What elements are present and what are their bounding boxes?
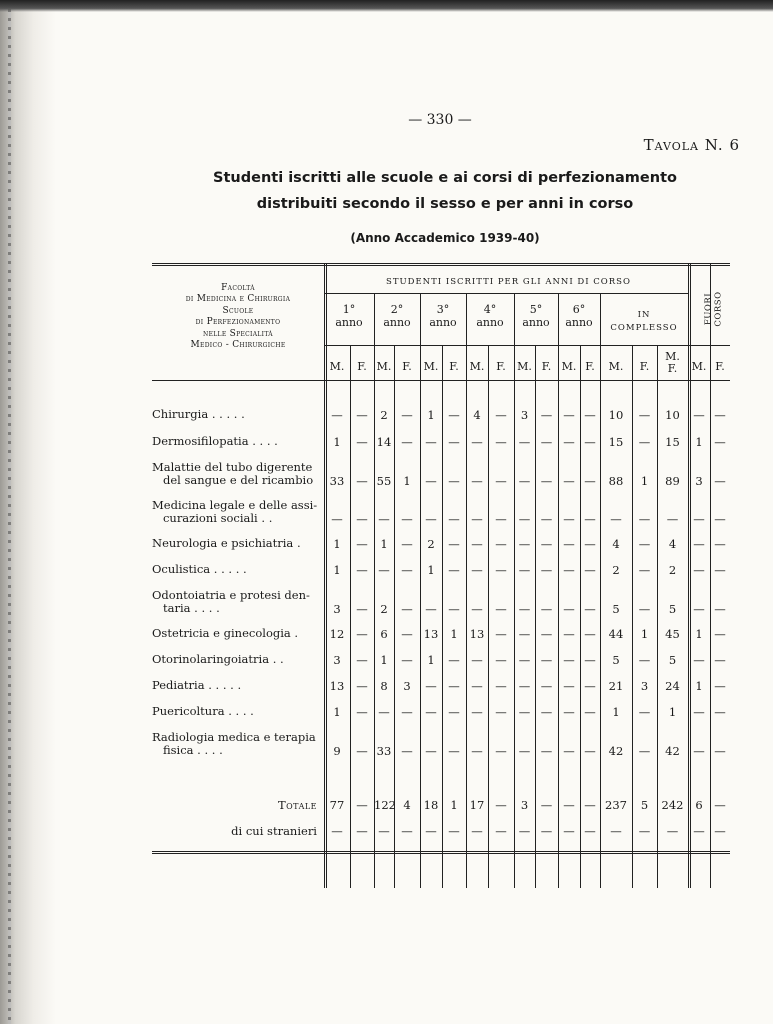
title-line-2: distribuiti secondo il sesso e per anni in corso: [256, 196, 634, 212]
header-sub-16: M.: [691, 360, 707, 373]
table-cell: —: [471, 563, 483, 577]
table-cell: —: [518, 563, 531, 577]
table-cell: —: [540, 512, 553, 526]
total-row-cell: —: [714, 798, 726, 812]
table-cell: —: [518, 627, 531, 641]
table-cell: 3: [333, 602, 341, 616]
table-cell: —: [540, 679, 553, 693]
total-row-cell: 18: [423, 798, 439, 812]
table-cell: 1: [427, 408, 435, 422]
table-cell: —: [584, 563, 596, 577]
total-row-cell: 237: [605, 798, 627, 812]
total-row-cell: —: [563, 798, 575, 812]
header-sub-8: F.: [496, 360, 506, 373]
row-label: Oculistica . . . . .: [152, 562, 247, 576]
header-fuori-corso: [700, 267, 728, 351]
foreign-row-cell: —: [518, 824, 531, 838]
table-cell: 42: [665, 744, 680, 758]
table-cell: —: [401, 705, 413, 719]
table-cell: 12: [329, 627, 345, 641]
table-cell: —: [584, 512, 596, 526]
header-sub-11: M.: [561, 360, 577, 373]
table-cell: —: [356, 563, 368, 577]
table-cell: —: [518, 679, 531, 693]
table-cell: —: [563, 653, 575, 667]
table-cell: —: [563, 474, 575, 488]
table-cell: —: [714, 744, 726, 758]
table-cell: —: [401, 512, 413, 526]
table-cell: 15: [665, 435, 680, 449]
table-cell: —: [495, 408, 507, 422]
header-sub-10: F.: [541, 360, 552, 373]
table-cell: 8: [380, 679, 388, 693]
table-cell: —: [693, 653, 705, 667]
table-cell: 1: [640, 627, 649, 641]
header-main: STUDENTI ISCRITTI PER GLI ANNI DI CORSO: [386, 277, 631, 287]
table-cell: —: [638, 705, 651, 719]
foreign-row-cell: —: [378, 824, 390, 838]
table-cell: —: [693, 705, 705, 719]
total-row-cell: —: [495, 798, 507, 812]
total-row-cell: 5: [640, 798, 649, 812]
total-row-cell: —: [540, 798, 553, 812]
table-cell: —: [584, 602, 596, 616]
table-cell: 2: [380, 408, 388, 422]
total-row-cell: 6: [695, 798, 703, 812]
table-cell: —: [584, 474, 596, 488]
table-cell: 2: [612, 563, 620, 577]
table-cell: 1: [612, 705, 620, 719]
table-cell: 1: [333, 435, 341, 449]
table-cell: —: [540, 537, 553, 551]
table-label: Tavola N. 6: [643, 136, 740, 154]
table-cell: —: [584, 653, 596, 667]
table-cell: —: [448, 435, 460, 449]
table-cell: —: [584, 435, 596, 449]
table-cell: 1: [333, 705, 341, 719]
table-cell: —: [518, 602, 531, 616]
table-cell: —: [448, 408, 460, 422]
row-label: Otorinolaringoiatria . .: [152, 652, 284, 666]
foreign-row-cell: —: [425, 824, 437, 838]
table-cell: —: [448, 512, 460, 526]
table-cell: —: [448, 744, 460, 758]
header-year-1: 1° anno: [335, 303, 363, 329]
table-cell: —: [563, 705, 575, 719]
table-cell: —: [495, 627, 507, 641]
table-cell: —: [518, 512, 531, 526]
table-cell: —: [518, 744, 531, 758]
rule-under-mf: [152, 380, 730, 381]
header-stub-line: Medico - Chirurgiche: [190, 340, 286, 351]
table-cell: —: [401, 563, 413, 577]
table-cell: —: [448, 537, 460, 551]
header-fuori-corso-text: FUORI CORSO: [704, 291, 725, 327]
table-cell: —: [495, 435, 507, 449]
table-cell: 42: [608, 744, 624, 758]
table-cell: —: [666, 512, 679, 526]
header-sub-4: F.: [402, 360, 412, 373]
row-label: Pediatria . . . . .: [152, 678, 242, 692]
rule-under-year-header: [324, 345, 730, 346]
foreign-row-cell: —: [693, 824, 705, 838]
table-cell: 3: [640, 679, 649, 693]
header-stub-line: nelle Specialità: [203, 328, 273, 339]
rule-bottom: [152, 851, 730, 854]
header-stub-line: Scuole: [222, 305, 254, 316]
table-cell: —: [356, 705, 368, 719]
table-cell: —: [448, 705, 460, 719]
table-cell: —: [471, 744, 483, 758]
table-cell: —: [401, 537, 413, 551]
table-cell: 1: [333, 563, 341, 577]
table-cell: —: [425, 602, 437, 616]
table-cell: —: [714, 537, 726, 551]
foreign-row-cell: —: [401, 824, 413, 838]
table-cell: —: [714, 474, 726, 488]
table-cell: 5: [668, 602, 677, 616]
table-cell: —: [714, 512, 726, 526]
foreign-row-cell: —: [495, 824, 507, 838]
table-cell: —: [471, 602, 483, 616]
table-cell: —: [401, 627, 413, 641]
header-sub-6: F.: [449, 360, 459, 373]
table-cell: —: [518, 705, 531, 719]
header-stub: [152, 283, 324, 351]
table-cell: —: [425, 474, 437, 488]
table-cell: —: [448, 474, 460, 488]
table-cell: —: [714, 627, 726, 641]
table-cell: —: [610, 512, 622, 526]
table-cell: 5: [612, 602, 620, 616]
table-cell: —: [356, 679, 368, 693]
table-cell: —: [638, 537, 651, 551]
header-sub-5: M.: [423, 360, 439, 373]
table-cell: —: [540, 627, 553, 641]
table-cell: —: [518, 537, 531, 551]
table-cell: —: [495, 474, 507, 488]
table-cell: 5: [668, 653, 677, 667]
table-cell: 33: [329, 474, 345, 488]
header-stub-line: di Perfezionamento: [195, 317, 281, 328]
table-cell: —: [356, 474, 368, 488]
data-table: [152, 263, 730, 888]
row-label: Medicina legale e delle assi- curazioni sociali . .: [152, 498, 318, 525]
table-cell: —: [714, 563, 726, 577]
table-cell: 6: [380, 627, 388, 641]
table-cell: 3: [333, 653, 341, 667]
header-year-5: 5° anno: [522, 303, 550, 329]
table-cell: —: [693, 744, 705, 758]
table-cell: —: [495, 602, 507, 616]
table-cell: —: [356, 744, 368, 758]
table-cell: —: [584, 537, 596, 551]
table-cell: —: [495, 744, 507, 758]
header-sub-3: M.: [376, 360, 392, 373]
total-row-cell: 122: [374, 798, 396, 812]
table-cell: 13: [469, 627, 485, 641]
table-cell: 1: [695, 435, 703, 449]
table-cell: —: [471, 653, 483, 667]
table-cell: —: [471, 474, 483, 488]
table-cell: —: [378, 705, 390, 719]
header-stub-line: di Medicina e Chirurgia: [185, 294, 291, 305]
row-label: Neurologia e psichiatria .: [152, 536, 301, 550]
table-cell: —: [540, 474, 553, 488]
table-cell: —: [471, 679, 483, 693]
table-cell: 3: [403, 679, 411, 693]
table-cell: —: [584, 705, 596, 719]
table-cell: —: [714, 653, 726, 667]
table-cell: —: [638, 602, 651, 616]
total-row-cell: 17: [469, 798, 485, 812]
table-cell: —: [540, 705, 553, 719]
total-row-cell: 3: [520, 798, 529, 812]
table-cell: —: [563, 435, 575, 449]
page-number: — 330 —: [408, 112, 472, 128]
table-cell: —: [584, 744, 596, 758]
table-cell: —: [425, 679, 437, 693]
scan-top-band: [0, 0, 773, 12]
table-cell: 1: [380, 537, 388, 551]
foreign-row-cell: —: [471, 824, 483, 838]
table-cell: —: [401, 435, 413, 449]
table-cell: —: [401, 744, 413, 758]
table-cell: —: [563, 512, 575, 526]
table-cell: —: [540, 408, 553, 422]
table-cell: —: [495, 512, 507, 526]
table-cell: —: [356, 653, 368, 667]
table-cell: —: [518, 653, 531, 667]
table-cell: —: [540, 653, 553, 667]
table-cell: —: [448, 679, 460, 693]
header-sub-9: M.: [517, 360, 532, 373]
table-cell: —: [495, 537, 507, 551]
foreign-row-cell: —: [610, 824, 622, 838]
table-cell: —: [693, 408, 705, 422]
table-cell: 45: [665, 627, 680, 641]
table-cell: —: [518, 474, 531, 488]
table-cell: —: [638, 512, 651, 526]
table-cell: —: [356, 602, 368, 616]
table-cell: 1: [668, 705, 677, 719]
table-cell: 4: [668, 537, 677, 551]
foreign-row-cell: —: [563, 824, 575, 838]
header-sub-15: M. F.: [665, 350, 680, 375]
table-cell: 1: [333, 537, 341, 551]
table-cell: 1: [427, 563, 435, 577]
table-cell: —: [563, 627, 575, 641]
rule-top: [152, 263, 730, 266]
table-cell: —: [471, 705, 483, 719]
table-cell: —: [693, 537, 705, 551]
table-cell: —: [495, 563, 507, 577]
table-cell: 55: [376, 474, 392, 488]
row-label: Dermosifilopatia . . . .: [152, 434, 278, 448]
table-cell: —: [425, 435, 437, 449]
foreign-row-cell: —: [638, 824, 651, 838]
table-cell: —: [401, 653, 413, 667]
total-row-cell: —: [584, 798, 596, 812]
header-year-3: 3° anno: [429, 303, 457, 329]
header-year-2: 2° anno: [383, 303, 411, 329]
table-cell: 15: [608, 435, 624, 449]
table-cell: —: [495, 679, 507, 693]
table-cell: —: [471, 435, 483, 449]
table-cell: —: [540, 602, 553, 616]
header-year-4: 4° anno: [476, 303, 504, 329]
header-stub-line: Facoltà: [221, 283, 255, 293]
title-line-1: Studenti iscritti alle scuole e ai corsi di perfezionamento: [213, 170, 677, 186]
header-sub-7: M.: [469, 360, 485, 373]
table-cell: 2: [668, 563, 677, 577]
table-cell: 1: [695, 679, 703, 693]
table-cell: —: [638, 435, 651, 449]
table-cell: 44: [608, 627, 624, 641]
row-label: Malattie del tubo digerente del sangue e del ricambio: [152, 460, 314, 487]
table-cell: 10: [665, 408, 680, 422]
table-cell: —: [378, 512, 390, 526]
table-cell: —: [584, 679, 596, 693]
table-cell: —: [563, 537, 575, 551]
table-cell: —: [714, 679, 726, 693]
table-cell: —: [356, 627, 368, 641]
total-row-cell: 4: [403, 798, 411, 812]
header-sub-1: M.: [329, 360, 345, 373]
table-cell: 1: [450, 627, 458, 641]
table-cell: 1: [380, 653, 388, 667]
table-cell: —: [638, 408, 651, 422]
table-cell: 3: [695, 474, 703, 488]
table-cell: 5: [612, 653, 620, 667]
table-cell: —: [540, 435, 553, 449]
table-cell: —: [495, 653, 507, 667]
table-cell: —: [714, 408, 726, 422]
foreign-row-cell: —: [356, 824, 368, 838]
table-cell: 14: [376, 435, 392, 449]
table-cell: —: [693, 602, 705, 616]
total-row: Totale: [277, 798, 317, 812]
table-cell: —: [714, 435, 726, 449]
table-cell: —: [356, 512, 368, 526]
foreign-row: di cui stranieri: [231, 824, 317, 838]
table-cell: —: [425, 744, 437, 758]
rule-under-main-header: [324, 293, 688, 294]
table-cell: 13: [423, 627, 439, 641]
table-cell: 3: [520, 408, 529, 422]
table-cell: —: [563, 679, 575, 693]
total-row-cell: 242: [661, 798, 684, 812]
header-sub-14: F.: [639, 360, 650, 373]
table-cell: 2: [427, 537, 435, 551]
table-cell: 1: [427, 653, 435, 667]
table-cell: —: [563, 408, 575, 422]
row-label: Chirurgia . . . . .: [152, 407, 245, 421]
total-row-cell: 77: [329, 798, 345, 812]
foreign-row-cell: —: [584, 824, 596, 838]
table-cell: 33: [376, 744, 392, 758]
table-cell: —: [448, 653, 460, 667]
table-cell: 2: [380, 602, 388, 616]
header-sub-2: F.: [357, 360, 367, 373]
header-year-7: IN COMPLESSO: [610, 310, 678, 333]
table-cell: —: [331, 408, 343, 422]
row-label: Puericoltura . . . .: [152, 704, 254, 718]
table-cell: 4: [473, 408, 481, 422]
table-cell: —: [471, 512, 483, 526]
foreign-row-cell: —: [666, 824, 679, 838]
table-cell: —: [584, 627, 596, 641]
table-cell: —: [425, 512, 437, 526]
foreign-row-cell: —: [540, 824, 553, 838]
table-cell: 13: [329, 679, 345, 693]
header-sub-17: F.: [715, 360, 725, 373]
foreign-row-cell: —: [714, 824, 726, 838]
table-cell: —: [495, 705, 507, 719]
table-cell: —: [540, 563, 553, 577]
table-cell: —: [356, 435, 368, 449]
table-cell: —: [563, 744, 575, 758]
subtitle: (Anno Accademico 1939-40): [350, 231, 540, 245]
table-cell: —: [356, 408, 368, 422]
table-cell: —: [425, 705, 437, 719]
foreign-row-cell: —: [448, 824, 460, 838]
table-cell: 24: [665, 679, 680, 693]
header-sub-13: M.: [608, 360, 624, 373]
table-cell: —: [714, 602, 726, 616]
table-cell: —: [638, 653, 651, 667]
total-row-cell: 1: [450, 798, 458, 812]
table-cell: 4: [612, 537, 620, 551]
table-cell: —: [540, 744, 553, 758]
table-cell: —: [401, 408, 413, 422]
table-cell: —: [714, 705, 726, 719]
table-cell: 9: [333, 744, 341, 758]
table-cell: —: [356, 537, 368, 551]
table-cell: —: [638, 744, 651, 758]
table-cell: —: [693, 512, 705, 526]
row-label: Odontoiatria e protesi den- taria . . . .: [152, 588, 310, 615]
table-cell: 89: [665, 474, 680, 488]
total-row-cell: —: [356, 798, 368, 812]
table-cell: 21: [608, 679, 624, 693]
foreign-row-cell: —: [331, 824, 343, 838]
table-cell: —: [584, 408, 596, 422]
header-sub-12: F.: [585, 360, 595, 373]
table-cell: —: [563, 563, 575, 577]
table-cell: —: [378, 563, 390, 577]
row-label: Radiologia medica e terapia fisica . . . .: [152, 730, 316, 757]
table-cell: 1: [403, 474, 411, 488]
table-cell: —: [518, 435, 531, 449]
table-cell: —: [401, 602, 413, 616]
table-cell: —: [331, 512, 343, 526]
table-cell: —: [471, 537, 483, 551]
table-cell: —: [638, 563, 651, 577]
table-cell: —: [448, 563, 460, 577]
table-cell: —: [693, 563, 705, 577]
table-cell: —: [563, 602, 575, 616]
table-cell: —: [448, 602, 460, 616]
table-cell: 10: [608, 408, 624, 422]
scan-binding-edge: [0, 0, 56, 1024]
table-cell: 1: [640, 474, 649, 488]
header-year-6: 6° anno: [565, 303, 593, 329]
row-label: Ostetricia e ginecologia .: [152, 626, 299, 640]
table-cell: 88: [608, 474, 624, 488]
table-cell: 1: [695, 627, 703, 641]
